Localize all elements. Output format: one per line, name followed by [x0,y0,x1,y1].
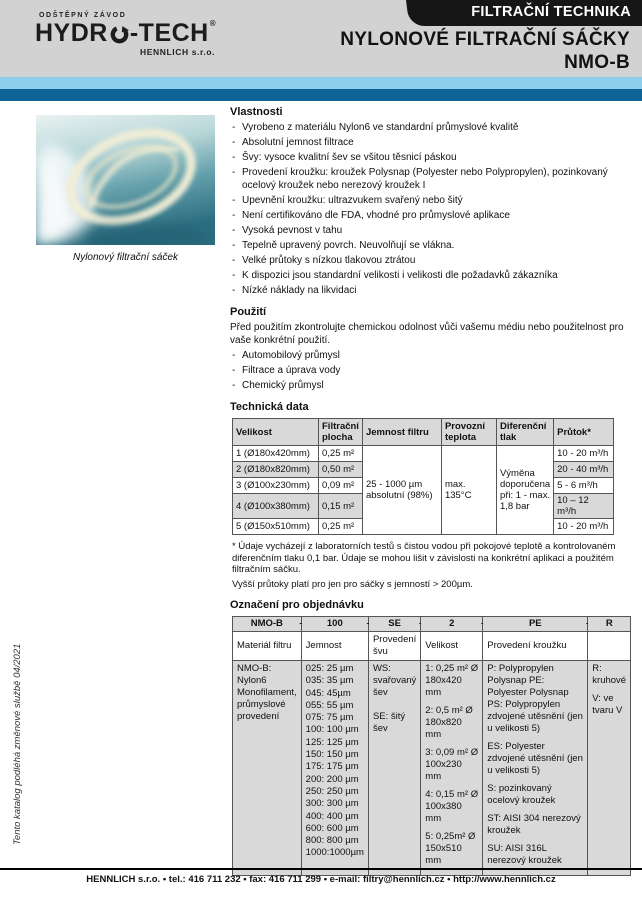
cell-text: 250: 250 µm [305,785,359,797]
bullet-text: Není certifikováno dle FDA, vhodné pro průmyslové aplikace [242,210,510,221]
accent-bar-light [0,77,642,89]
properties-list [230,121,632,297]
bullet-text: Švy: vysoce kvalitní šev se všitou těsnicí páskou [242,152,457,163]
list-item [230,349,632,362]
list-item [230,364,632,377]
logo-wordmark [35,20,215,46]
cell-text: 3: 0,09 m² Ø 100x230 mm [425,747,479,782]
cell-text: 035: 35 µm [305,675,354,687]
table-cell: 5 (Ø150x510mm) [233,519,319,535]
bullet-text: Velké průtoky s nízkou tlakovou ztrátou [242,255,416,266]
bullet-text: Filtrace a úprava vody [242,365,341,376]
hydro-tech-logo [35,12,215,57]
list-item [230,224,632,237]
cell-text: 400: 400 µm [305,810,359,822]
bullet-text: Vysoká pevnost v tahu [242,225,343,236]
order-code: NMO-B [250,618,283,629]
table-row [233,446,614,462]
cell-text: 125: 125 µm [305,736,359,748]
table-cell-merged: 25 - 1000 µm absolutní (98%) [362,446,441,535]
page-header [0,0,642,77]
table-cell-merged: max. 135°C [441,446,496,535]
column-header: Diferenční tlak [496,419,553,446]
size-cell [421,661,483,876]
cell-text: ST: AISI 304 nerezový kroužek [487,813,581,836]
list-item [230,239,632,252]
cell-text: R: kruhové [592,663,627,686]
cell-text: 175: 175 µm [305,761,359,773]
order-body-row [233,661,631,876]
table-cell: 0,15 m² [319,494,363,519]
list-item [230,379,632,392]
order-code: PE [528,618,542,629]
table-header-row [233,419,614,446]
list-item [230,209,632,222]
table-cell: 0,25 m² [319,446,363,462]
shape-cell [588,661,631,876]
product-photo [36,115,215,245]
cell-text: 100: 100 µm [305,724,359,736]
list-item [230,284,632,297]
order-code: 2 [449,618,455,629]
logo-text-tech: -TECH [129,19,209,47]
section-heading-usage: Použití [230,306,267,318]
list-item [230,136,632,149]
bullet-text: Absolutní jemnost filtrace [242,137,354,148]
cell-text: 025: 25 µm [305,663,354,674]
cell-text: 150: 150 µm [305,749,359,761]
cell-text: 055: 55 µm [305,699,354,711]
table-cell: 10 – 12 m³/h [554,494,614,519]
bullet-text: K dispozici jsou standardní velikosti i velikosti dle požadavků zákazníka [242,270,558,281]
list-item [230,194,632,207]
bullet-text: Nízké náklady na likvidaci [242,285,357,296]
logo-division-text: ODŠTĚPNÝ ZÁVOD [39,12,127,19]
order-code-cell [483,617,588,632]
gear-o-icon [109,24,130,45]
cell-text: P: Polypropylen Polysnap PE: Polyester Polysnap PS: Polypropylen zdvojené utěsnění (jen u velikosti 5) [487,663,583,734]
order-code: SE [388,618,401,629]
order-code-cell [421,617,483,632]
title-line-1: NYLONOVÉ FILTRAČNÍ SÁČKY [340,29,630,50]
table-cell: 1 (Ø180x420mm) [233,446,319,462]
bullet-text: Vyrobeno z materiálu Nylon6 ve standardní průmyslové kvalitě [242,122,519,133]
cell-text: 1: 0,25 m² Ø 180x420 mm [425,663,479,698]
column-header: Jemnost [301,632,368,661]
cell-text: 1000:1000µm [305,847,364,859]
banner-label: FILTRAČNÍ TECHNIKA [471,4,631,20]
cell-text: 2: 0,5 m² Ø 180x820 mm [425,705,473,740]
column-header: Provozní teplota [441,419,496,446]
cell-text: 5: 0,25m² Ø 150x510 mm [425,831,476,866]
fineness-cell [301,661,368,876]
column-header: Materiál filtru [233,632,302,661]
bullet-text: Provedení kroužku: kroužek Polysnap (Polyester nebo Polypropylen), pozinkovaný ocelový kroužek nebo nerezový kroužek I [242,167,608,191]
footer-divider [0,868,642,870]
product-figure [36,115,215,263]
section-heading-ordering: Označení pro objednávku [230,599,364,611]
footer-contact-text: HENNLICH s.r.o. • tel.: 416 711 232 • fax: 416 711 299 • e-mail: filtry@hennlich.cz • http://www.hennlich.cz [86,874,556,885]
list-item [230,151,632,164]
table-cell-merged: Výměna doporučena při: 1 - max. 1,8 bar [496,446,553,535]
bullet-text: Tepelně upravený povrch. Neuvolňují se vlákna. [242,240,455,251]
accent-bar-dark [0,89,642,101]
cell-text: 300: 300 µm [305,798,359,810]
cell-text: WS: svařovaný šev [372,663,417,698]
usage-intro: Před použitím zkontrolujte chemickou odolnost vůči vašemu médiu nebo použitelnost pro vaše konkrétní použití. [230,322,624,346]
order-header-row [233,632,631,661]
cell-text: 045: 45µm [305,687,351,699]
bullet-text: Chemický průmysl [242,380,324,391]
cell-text: V: ve tvaru V [592,693,623,716]
bullet-text: Automobilový průmysl [242,350,340,361]
order-code-cell [588,617,631,632]
order-code-cell [301,617,368,632]
table-cell: 4 (Ø100x380mm) [233,494,319,519]
technical-data-table [232,418,614,535]
cell-text: 800: 800 µm [305,835,359,847]
revision-note: Tento katalog podléhá změnové službě 04/2021 [12,643,23,845]
column-header: Filtrační plocha [319,419,363,446]
order-code-cell [368,617,420,632]
table-cell: 0,50 m² [319,462,363,478]
logo-company-text: HENNLICH s.r.o. [140,47,216,57]
material-cell [233,661,302,876]
cell-text: 600: 600 µm [305,822,359,834]
cell-text: NMO-B: Nylon6 Monofilament, průmyslové provedení [237,663,297,722]
list-item [230,269,632,282]
table-cell: 10 - 20 m³/h [554,446,614,462]
section-heading-technical-data: Technická data [230,401,309,413]
cell-text: S: pozinkovaný ocelový kroužek [487,783,556,806]
table-cell: 0,25 m² [319,519,363,535]
cell-text: SE: šitý šev [372,711,406,734]
cell-text: 200: 200 µm [305,773,359,785]
column-header [588,632,631,661]
table-cell: 5 - 6 m³/h [554,478,614,494]
cell-text: 4: 0,15 m² Ø 100x380 mm [425,789,479,824]
table-cell: 2 (Ø180x820mm) [233,462,319,478]
order-code: 100 [326,618,343,629]
table-footnote: * Údaje vycházejí z laboratorních testů s čistou vodou při pokojové teplotě a kontrolovaném diferenčním tlaku 0,1 bar. Údaje se mohou lišit v závislosti na konkrétní aplikaci a použitém filtračním sáčku. [232,541,616,575]
table-footnote: Vyšší průtoky platí pro jen pro sáčky s jemností > 200µm. [232,578,473,590]
column-header: Průtok* [554,419,614,446]
usage-list [230,349,632,392]
registered-mark-icon: ® [209,19,217,28]
column-header: Provedení švu [368,632,420,661]
column-header: Velikost [421,632,483,661]
table-cell: 10 - 20 m³/h [554,519,614,535]
table-cell: 3 (Ø100x230mm) [233,478,319,494]
title-line-2: NMO-B [564,52,630,73]
section-heading-properties: Vlastnosti [230,106,283,118]
document-title [340,28,630,74]
category-banner [406,0,642,26]
column-header: Jemnost filtru [362,419,441,446]
product-caption: Nylonový filtrační sáček [72,252,179,263]
table-cell: 20 - 40 m³/h [554,462,614,478]
main-content [230,106,632,876]
logo-text-hydr: HYDR [35,19,108,47]
cell-text: ES: Polyester zdvojené utěsnění (jen u velikosti 5) [487,741,583,776]
seam-cell [368,661,420,876]
bullet-text: Upevnění kroužku: ultrazvukem svařený nebo šitý [242,195,463,206]
order-code: R [605,618,613,629]
list-item [230,254,632,267]
ring-cell [483,661,588,876]
cell-text: 075: 75 µm [305,712,354,724]
cell-text: SU: AISI 316L nerezový kroužek [487,843,562,866]
order-code-cell [233,617,302,632]
list-item [230,166,632,192]
column-header: Velikost [233,419,319,446]
column-header: Provedení kroužku [483,632,588,661]
ordering-code-table [232,616,631,876]
order-code-row [233,617,631,632]
table-cell: 0,09 m² [319,478,363,494]
list-item [230,121,632,134]
